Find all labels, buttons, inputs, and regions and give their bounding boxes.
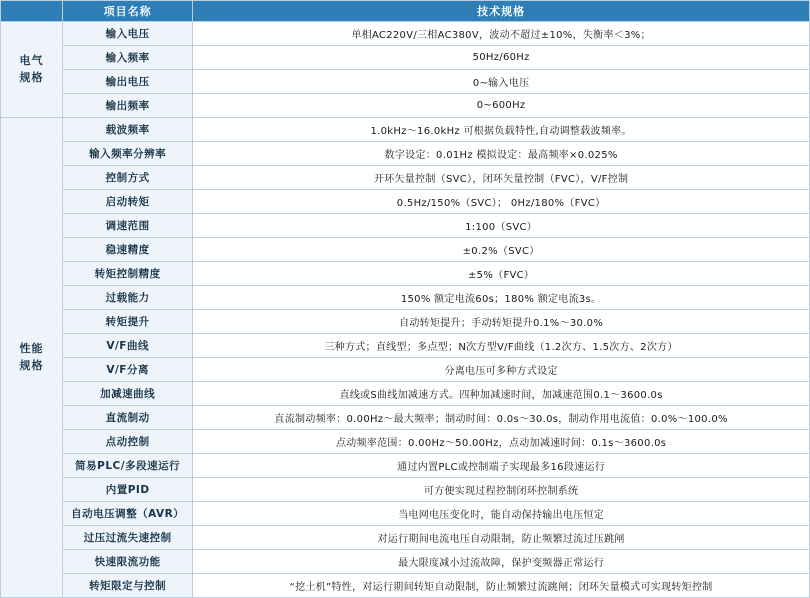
item-spec: “挖土机”特性，对运行期间转矩自动限制，防止频繁过流跳闸；闭环矢量模式可实现转矩控制 (193, 574, 810, 598)
group-label-electrical (1, 22, 63, 118)
item-spec: 开环矢量控制（SVC），闭环矢量控制（FVC），V/F控制 (193, 166, 810, 190)
table-row (1, 406, 810, 430)
item-spec: 三种方式；直线型；多点型；N次方型V/F曲线（1.2次方、1.5次方、2次方） (193, 334, 810, 358)
group-label-line-1: 性能 (19, 342, 44, 355)
table-row (1, 358, 810, 382)
item-spec: 单相AC220V/三相AC380V，波动不超过±10%，失衡率＜3%； (193, 22, 810, 46)
table-row (1, 502, 810, 526)
table-row (1, 166, 810, 190)
item-name: 简易PLC/多段速运行 (63, 454, 193, 478)
item-name: 启动转矩 (63, 190, 193, 214)
item-spec: 对运行期间电流电压自动限制，防止频繁过流过压跳闸 (193, 526, 810, 550)
item-name: 输入频率分辨率 (63, 142, 193, 166)
item-name: V/F曲线 (63, 334, 193, 358)
item-name: 转矩控制精度 (63, 262, 193, 286)
table-row (1, 430, 810, 454)
group-label-line-2: 规格 (19, 358, 44, 372)
group-label-line-1: 电气 (19, 54, 44, 67)
table-row (1, 478, 810, 502)
item-name: 过压过流失速控制 (63, 526, 193, 550)
item-spec: 自动转矩提升；手动转矩提升0.1%～30.0% (193, 310, 810, 334)
item-spec: 0~600Hz (193, 94, 810, 118)
table-row (1, 238, 810, 262)
table-row (1, 142, 810, 166)
item-name: 输出电压 (63, 70, 193, 94)
item-spec: 0.5Hz/150%（SVC）； 0Hz/180%（FVC） (193, 190, 810, 214)
table-row (1, 310, 810, 334)
table-row (1, 382, 810, 406)
header-spec: 技术规格 (193, 1, 810, 22)
table-row (1, 118, 810, 142)
item-spec: 通过内置PLC或控制端子实现最多16段速运行 (193, 454, 810, 478)
item-name: 内置PID (63, 478, 193, 502)
table-header (1, 1, 810, 22)
item-spec: 1:100（SVC） (193, 214, 810, 238)
item-spec: 1.0kHz～16.0kHz 可根据负载特性,自动调整载波频率。 (193, 118, 810, 142)
item-spec: 150% 额定电流60s；180% 额定电流3s。 (193, 286, 810, 310)
table-row (1, 526, 810, 550)
item-spec: 可方便实现过程控制闭环控制系统 (193, 478, 810, 502)
item-name: 转矩提升 (63, 310, 193, 334)
group-label-performance (1, 118, 63, 598)
item-spec: 50Hz/60Hz (193, 46, 810, 70)
item-name: 稳速精度 (63, 238, 193, 262)
item-name: 输入频率 (63, 46, 193, 70)
item-spec: ±0.2%（SVC） (193, 238, 810, 262)
table-row (1, 334, 810, 358)
header-item-name: 项目名称 (63, 1, 193, 22)
item-spec: 最大限度减小过流故障，保护变频器正常运行 (193, 550, 810, 574)
item-name: 调速范围 (63, 214, 193, 238)
table-row (1, 574, 810, 598)
item-name: 转矩限定与控制 (63, 574, 193, 598)
item-name: 快速限流功能 (63, 550, 193, 574)
table-body (1, 22, 810, 598)
item-name: 控制方式 (63, 166, 193, 190)
item-name: 点动控制 (63, 430, 193, 454)
header-group (1, 1, 63, 22)
table-row (1, 286, 810, 310)
table-row (1, 94, 810, 118)
table-row (1, 190, 810, 214)
table-row (1, 454, 810, 478)
item-spec: ±5%（FVC） (193, 262, 810, 286)
item-name: 直流制动 (63, 406, 193, 430)
item-spec: 0~输入电压 (193, 70, 810, 94)
table-row (1, 262, 810, 286)
item-name: V/F分离 (63, 358, 193, 382)
item-name: 过载能力 (63, 286, 193, 310)
table-row (1, 70, 810, 94)
item-name: 载波频率 (63, 118, 193, 142)
table-row (1, 214, 810, 238)
table-header-row (1, 1, 810, 22)
item-name: 自动电压调整（AVR） (63, 502, 193, 526)
item-spec: 点动频率范围：0.00Hz～50.00Hz，点动加减速时间：0.1s～3600.0s (193, 430, 810, 454)
table-row (1, 46, 810, 70)
item-spec: 直流制动频率：0.00Hz～最大频率；制动时间：0.0s～30.0s，制动作用电流值：0.0%～100.0% (193, 406, 810, 430)
item-spec: 直线或S曲线加减速方式。四种加减速时间，加减速范围0.1～3600.0s (193, 382, 810, 406)
item-name: 输出频率 (63, 94, 193, 118)
table-row (1, 22, 810, 46)
item-name: 加减速曲线 (63, 382, 193, 406)
group-label-line-2: 规格 (19, 70, 44, 84)
item-name: 输入电压 (63, 22, 193, 46)
item-spec: 当电网电压变化时，能自动保持输出电压恒定 (193, 502, 810, 526)
table-row (1, 550, 810, 574)
item-spec: 分离电压可多种方式设定 (193, 358, 810, 382)
item-spec: 数字设定：0.01Hz 模拟设定：最高频率×0.025% (193, 142, 810, 166)
